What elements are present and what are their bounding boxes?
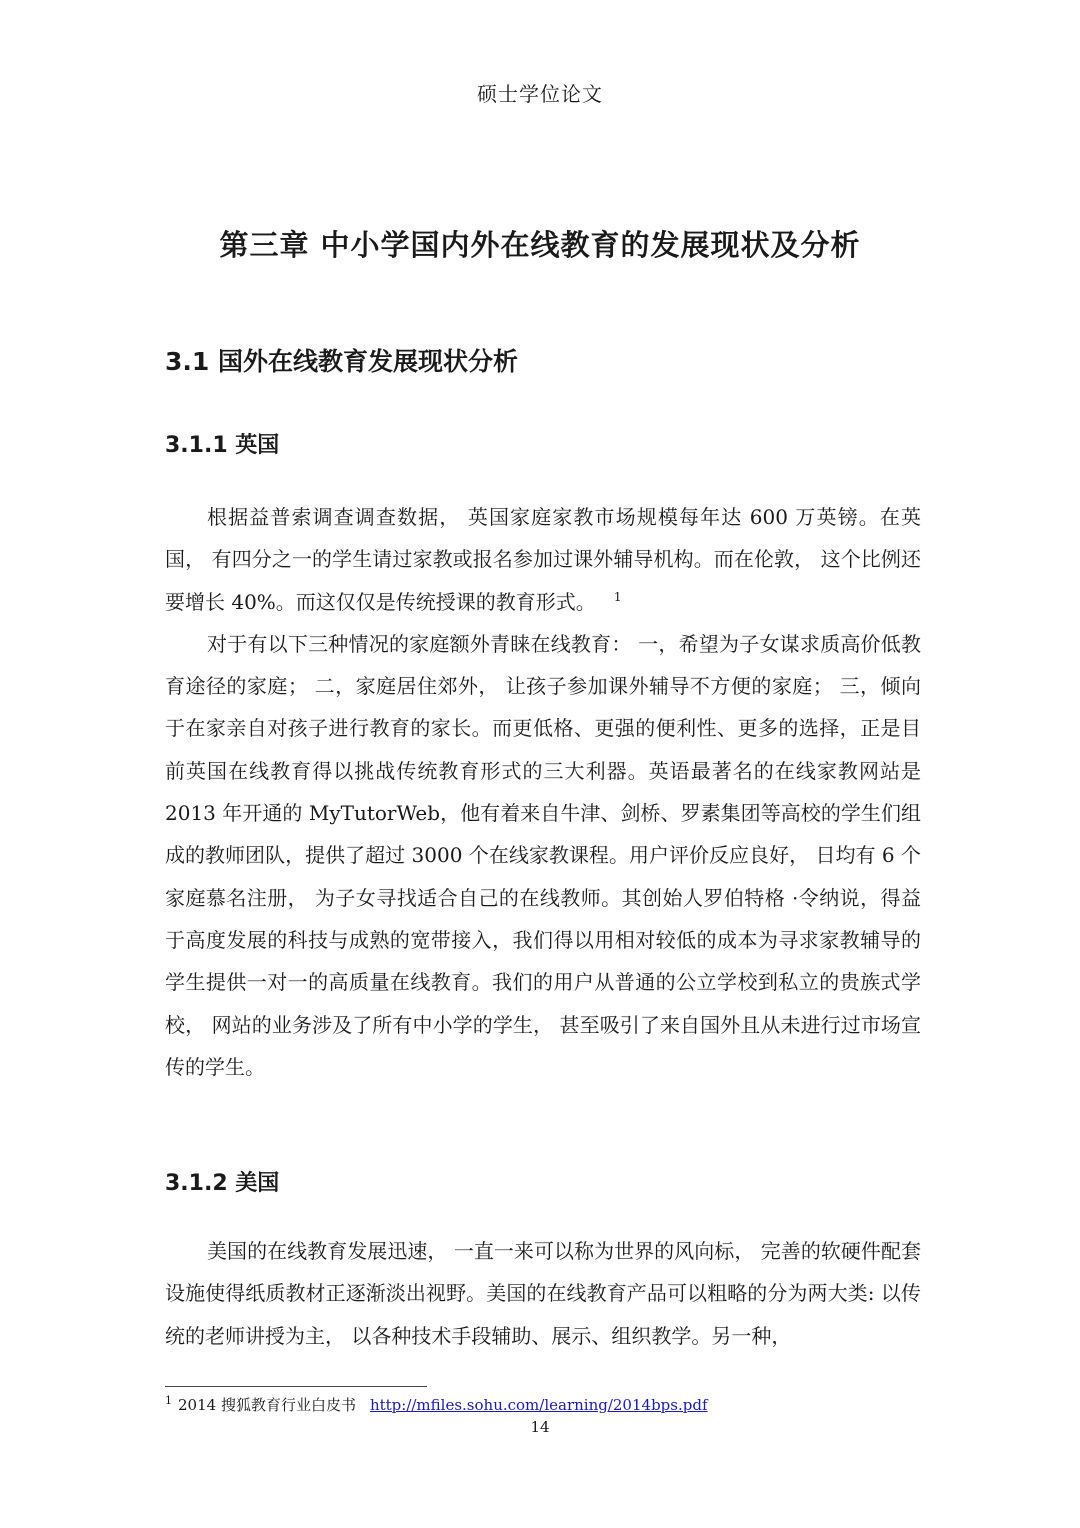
footnote-link[interactable]: http://mfiles.sohu.com/learning/2014bps.pdf [369,1396,708,1414]
section-heading-3-1-2: 3.1.2 美国 [165,1171,280,1196]
paragraph: 美国的在线教育发展迅速， 一直一来可以称为世界的风向标， 完善的软硬件配套设施使得纸质教材正逐渐淡出视野。美国的在线教育产品可以粗略的分为两大类: 以传统的老师讲授为主， 以各种技术手段辅助、展示、组织教学。另一种， [165,1239,921,1348]
section-heading-3-1: 3.1 国外在线教育发展现状分析 [165,347,518,376]
section-3-1-1-body [165,496,921,1088]
footnote-text: 2014 搜狐教育行业白皮书 [178,1396,356,1414]
footnote [165,1394,708,1415]
paragraph [165,496,921,623]
paragraph: 对于有以下三种情况的家庭额外青睐在线教育： 一，希望为子女谋求质高价低教育途径的家庭； 二，家庭居住郊外， 让孩子参加课外辅导不方便的家庭； 三，倾向于在家亲自对孩子进行教育的家长。而更低格、更强的便利性、更多的选择，正是目前英国在线教育得以挑战传统教育形式的三大利器。英语最著名的在线家教网站是 2013 年开通的 MyTutorWeb，他有着来自牛津、剑桥、罗素集团等高校的学生们组成的教师团队，提供了超过 3000 个在线家教课程。用户评价反应良好， 日均有 6 个家庭慕名注册， 为子女寻找适合自己的在线教师。其创始人罗伯特格 ·令纳说，得益于高度发展的科技与成熟的宽带接入，我们得以用相对较低的成本为寻求家教辅导的学生提供一对一的高质量在线教育。我们的用户从普通的公立学校到私立的贵族式学校， 网站的业务涉及了所有中小学的学生， 甚至吸引了来自国外且从未进行过市场宣传的学生。 [165,631,921,1079]
footnote-reference[interactable]: 1 [613,589,622,604]
running-header: 硕士学位论文 [477,82,603,106]
section-3-1-2-body [165,1230,921,1357]
section-heading-3-1-1: 3.1.1 英国 [165,433,280,458]
footnote-divider [165,1386,427,1387]
page-number: 14 [530,1418,550,1436]
footnote-mark: 1 [165,1394,172,1407]
paragraph-text: 根据益普索调查调查数据， 英国家庭家教市场规模每年达 600 万英镑。在英国， 有四分之一的学生请过家教或报名参加过课外辅导机构。而在伦敦， 这个比例还要增长 40%。而这仅仅是传统授课的教育形式。 [165,505,921,614]
chapter-title: 第三章 中小学国内外在线教育的发展现状及分析 [219,228,861,262]
